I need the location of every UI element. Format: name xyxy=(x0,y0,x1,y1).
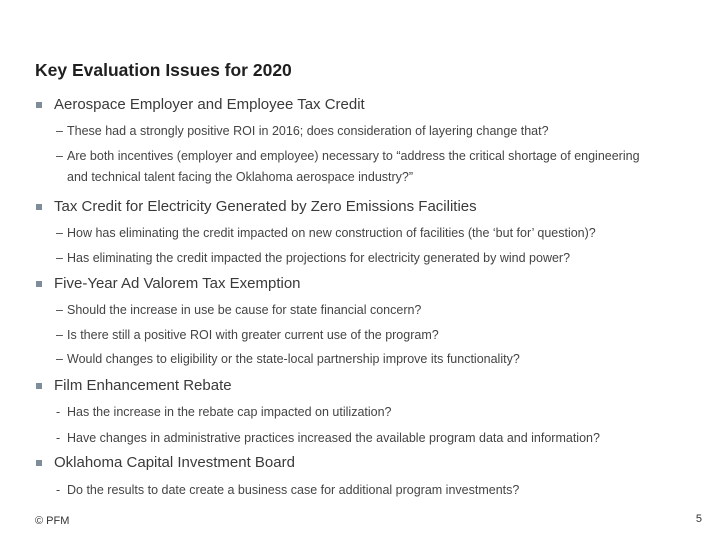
sub-item-label: Has the increase in the rebate cap impacted on utilization? xyxy=(67,405,392,419)
sub-item-label: Is there still a positive ROI with greater current use of the program? xyxy=(67,328,439,342)
footer-brand: © PFM xyxy=(35,515,70,527)
page-number: 5 xyxy=(695,513,702,525)
section-heading-label: Oklahoma Capital Investment Board xyxy=(54,454,295,471)
dash-bullet: – xyxy=(56,328,63,342)
sub-item-label: These had a strongly positive ROI in 2016; does consideration of layering change that? xyxy=(67,124,549,138)
sub-item-label: Has eliminating the credit impacted the projections for electricity generated by wind power? xyxy=(67,251,571,265)
dash-bullet: – xyxy=(56,124,63,138)
sub-item-label: Have changes in administrative practices increased the available program data and information? xyxy=(67,431,600,445)
sub-item-label: Would changes to eligibility or the state-local partnership improve its functionality? xyxy=(67,352,520,366)
dash-bullet: – xyxy=(56,251,63,265)
sub-item-label: How has eliminating the credit impacted on new construction of facilities (the ‘but for’ question)? xyxy=(67,226,596,240)
square-bullet-icon xyxy=(36,460,42,466)
section-heading-label: Aerospace Employer and Employee Tax Credit xyxy=(54,96,365,113)
dash-bullet: - xyxy=(56,405,61,419)
dash-bullet: – xyxy=(56,226,63,240)
sub-item-label: Should the increase in use be cause for state financial concern? xyxy=(67,303,422,317)
section-heading-label: Film Enhancement Rebate xyxy=(54,377,232,394)
square-bullet-icon xyxy=(36,281,42,287)
dash-bullet: – xyxy=(56,303,63,317)
dash-bullet: – xyxy=(56,149,63,163)
square-bullet-icon xyxy=(36,383,42,389)
sub-item-label: Are both incentives (employer and employee) necessary to “address the critical shortage of engineering and technical talent facing the Oklahoma aerospace industry?” xyxy=(67,149,640,184)
square-bullet-icon xyxy=(36,204,42,210)
dash-bullet: - xyxy=(56,483,61,497)
square-bullet-icon xyxy=(36,102,42,108)
section-heading-label: Five-Year Ad Valorem Tax Exemption xyxy=(54,275,301,292)
page-title: Key Evaluation Issues for 2020 xyxy=(35,60,292,80)
dash-bullet: - xyxy=(56,431,61,445)
sub-item-label: Do the results to date create a business case for additional program investments? xyxy=(67,483,520,497)
section-heading-label: Tax Credit for Electricity Generated by Zero Emissions Facilities xyxy=(54,198,477,215)
dash-bullet: – xyxy=(56,352,63,366)
